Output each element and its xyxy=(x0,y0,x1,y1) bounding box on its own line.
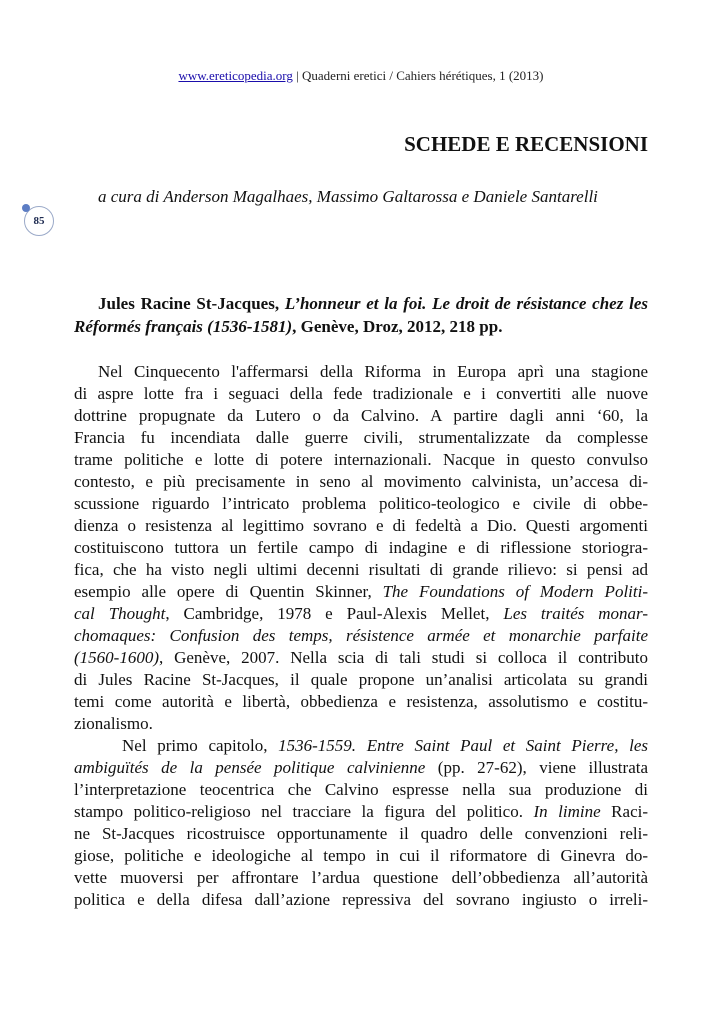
cited-title: chomaques: Confusion des temps, résistence armée et monarchie parfaite xyxy=(74,626,648,645)
text-line: di Jules Racine St-Jacques, il quale propone un’analisi articolata su grandi xyxy=(74,670,648,689)
text-line xyxy=(74,647,648,669)
site-link[interactable]: www.ereticopedia.org xyxy=(178,68,293,83)
text-line xyxy=(74,757,648,779)
text-line: contesto, e più precisamente in seno al movimento calvinista, un’accesa di- xyxy=(74,472,648,491)
text-line: zionalismo. xyxy=(74,714,153,733)
latin-phrase: In limine xyxy=(533,802,601,821)
text-line xyxy=(74,581,648,603)
editors-line: a cura di Anderson Magalhaes, Massimo Galtarossa e Daniele Santarelli xyxy=(98,187,598,206)
text-run: esempio alle opere di Quentin Skinner, xyxy=(74,582,383,601)
text-run: , Genève, 2007. Nella scia di tali studi si colloca il contributo xyxy=(158,648,648,667)
text-line: costituiscono tuttora un fertile campo di indagine e di riflessione storiogra- xyxy=(74,538,648,557)
text-line: Francia fu incendiata dalle guerre civili, strumentalizzate da complesse xyxy=(74,428,648,447)
text-line xyxy=(74,603,648,625)
text-run: , Cambridge, 1978 e Paul-Alexis Mellet, xyxy=(165,604,504,623)
cited-title: Les traités monar- xyxy=(503,604,648,623)
book-title: L’honneur et la foi. Le droit de résistance chez les Réformés français (1536-1581) xyxy=(74,294,648,336)
text-line: giose, politiche e ideologiche al tempo in cui il riformatore di Ginevra do- xyxy=(74,846,648,865)
badge-dot-icon xyxy=(22,204,30,212)
text-line: temi come autorità e libertà, obbedienza e resistenza, assolutismo e costitu- xyxy=(74,692,648,711)
text-line: scussione riguardo l’intricato problema politico-teologico e civile di obbe- xyxy=(74,494,648,513)
book-citation xyxy=(74,292,648,338)
text-run: (pp. 27-62), viene illustrata xyxy=(425,758,649,777)
text-line: Nel Cinquecento l'affermarsi della Riforma in Europa aprì una stagione xyxy=(98,362,648,381)
journal-citation: Quaderni eretici / Cahiers hérétiques, 1 (2013) xyxy=(302,68,544,83)
text-line: politica e della difesa dall’azione repressiva del sovrano ingiusto o irreli- xyxy=(74,890,648,909)
text-run: Raci- xyxy=(600,802,648,821)
text-line: vette muoversi per affrontare l’ardua questione dell’obbedienza all’autorità xyxy=(74,868,648,887)
text-line: fica, che ha visto negli ultimi decenni risultati di grande rilievo: si pensi ad xyxy=(74,560,648,579)
text-line xyxy=(74,801,648,823)
review-body xyxy=(74,361,648,911)
text-line: trame politiche e lotte di potere internazionali. Nacque in questo convulso xyxy=(74,450,648,469)
text-line: dottrine propugnate da Lutero o da Calvino. A partire dagli anni ‘60, la xyxy=(74,406,648,425)
cited-title: The Foundations of Modern Politi- xyxy=(382,582,648,601)
text-line xyxy=(74,625,648,647)
text-run: stampo politico-religioso nel tracciare la figura del politico. xyxy=(74,802,534,821)
page-number-badge xyxy=(24,206,54,236)
book-author: Jules Racine St-Jacques, xyxy=(98,294,285,313)
text-line xyxy=(74,735,648,757)
text-line: dienza o resistenza al legittimo sovrano e di fedeltà a Dio. Questi argomenti xyxy=(74,516,648,535)
header-separator: | xyxy=(292,68,303,83)
page-number: 85 xyxy=(33,215,45,227)
text-line: l’interpretazione teocentrica che Calvino espresse nella sua produzione di xyxy=(74,780,648,799)
chapter-title: ambiguïtés de la pensée politique calvinienne xyxy=(74,758,426,777)
running-header xyxy=(0,68,722,84)
text-line: di aspre lotte fra i seguaci della fede tradizionale e i convertiti alle nuove xyxy=(74,384,648,403)
chapter-title: 1536-1559. Entre Saint Paul et Saint Pierre, les xyxy=(278,736,648,755)
text-run: Nel primo capitolo, xyxy=(122,736,279,755)
book-publication: , Genève, Droz, 2012, 218 pp. xyxy=(292,317,503,336)
text-line: ne St-Jacques ricostruisce opportunamente il quadro delle convenzioni reli- xyxy=(74,824,648,843)
cited-title: (1560-1600) xyxy=(74,648,159,667)
section-title: SCHEDE E RECENSIONI xyxy=(404,132,648,156)
cited-title: cal Thought xyxy=(74,604,166,623)
